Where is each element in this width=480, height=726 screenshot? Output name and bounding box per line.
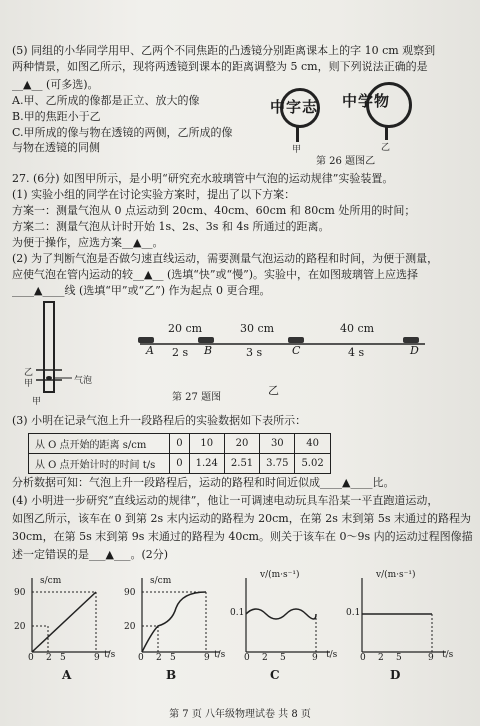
track-point-b: B xyxy=(204,344,213,357)
graph-c-xtick-0: 0 xyxy=(244,653,250,663)
lens-jia xyxy=(266,86,336,155)
table-cell: 3.75 xyxy=(260,454,295,474)
graph-c-ylabel: v/(m·s⁻¹) xyxy=(260,570,300,580)
track-time-cd: 4 s xyxy=(348,346,365,359)
track-distance-cd: 40 cm xyxy=(340,322,375,335)
page-footer: 第 7 页 八年级物理试卷 共 8 页 xyxy=(169,709,311,720)
q27-line9: (3) 小明在记录气泡上升一段路程后的实验数据如下表所示： xyxy=(12,414,307,427)
table-cell: 从 O 点开始的距离 s/cm xyxy=(29,434,170,454)
graph-b-ytick-20: 20 xyxy=(124,622,136,632)
q27-line13: 30cm，在第 5s 末到第 9s 末通过的路程为 40cm。则关于该车在 0～9s 内的运动过程图像描 xyxy=(12,530,473,543)
lens-jia-text: 中字志 xyxy=(270,98,319,116)
graph-b-xtick-5: 5 xyxy=(170,653,176,663)
graph-c-label: C xyxy=(270,668,280,682)
lens-jia-label: 甲 xyxy=(292,145,302,155)
tube-label-bubble: 气泡 xyxy=(74,376,93,386)
graph-a-xlabel: t/s xyxy=(104,650,116,660)
graph-d-xtick-5: 5 xyxy=(396,653,402,663)
table-cell: 40 xyxy=(295,434,330,454)
graph-a-xtick-0: 0 xyxy=(28,653,34,663)
graph-a-label: A xyxy=(62,668,72,682)
graph-b-xtick-2: 2 xyxy=(156,653,162,663)
table-cell: 5.02 xyxy=(295,454,330,474)
graph-a-xtick-5: 5 xyxy=(60,653,66,663)
tube-caption-jia: 甲 xyxy=(32,397,42,407)
graph-b-xtick-0: 0 xyxy=(138,653,144,663)
q27-line6: (2) 为了判断气泡是否做匀速直线运动，需要测量气泡运动的路程和时间，为便于测量， xyxy=(12,252,439,265)
table-row xyxy=(29,454,331,474)
lens-yi-text: 中学物 xyxy=(342,92,391,110)
graph-d-xtick-2: 2 xyxy=(378,653,384,663)
table-cell: 2.51 xyxy=(224,454,259,474)
q27-line8: ____▲____线 (选填“甲”或“乙”) 作为起点 0 更合理。 xyxy=(12,284,271,297)
table-cell: 30 xyxy=(260,434,295,454)
q27-line11: (4) 小明进一步研究“直线运动的规律”，他让一可调速电动玩具车沿某一平直跑道运动， xyxy=(12,494,439,507)
q26-option-b: B.甲的焦距小于乙 xyxy=(12,110,101,123)
graph-d-xlabel: t/s xyxy=(442,650,454,660)
car-a xyxy=(138,337,154,343)
track-time-ab: 2 s xyxy=(172,346,189,359)
graph-c-ytick-01: 0.1 xyxy=(230,608,245,618)
track-distance-bc: 30 cm xyxy=(240,322,275,335)
q27-line7: 应使气泡在管内运动的较__▲__ (选填“快”或“慢”)。实验中，在如图玻璃管上应选择 xyxy=(12,268,419,281)
graph-c-xlabel: t/s xyxy=(326,650,338,660)
q27-line10: 分析数据可知：气泡上升一段路程后，运动的路程和时间近似成____▲____比。 xyxy=(12,476,395,489)
graph-b-label: B xyxy=(166,668,177,682)
graph-c-xtick-2: 2 xyxy=(262,653,268,663)
q26-figure-label: 第 26 题图乙 xyxy=(316,156,376,167)
graph-d xyxy=(346,574,456,664)
graph-d-xtick-9: 9 xyxy=(428,653,434,663)
table-cell: 10 xyxy=(189,434,224,454)
table-cell: 1.24 xyxy=(189,454,224,474)
q26-line2: 两种情景，如图乙所示，现将两透镜到课本的距离调整为 5 cm，则下列说法正确的是 xyxy=(12,60,428,73)
graph-d-xtick-0: 0 xyxy=(360,653,366,663)
graph-a-ytick-20: 20 xyxy=(14,622,26,632)
table-cell: 0 xyxy=(170,434,189,454)
track-point-d: D xyxy=(410,344,419,357)
q27-line2: (1) 实验小组的同学在讨论实验方案时，提出了以下方案： xyxy=(12,188,296,201)
q27-line4: 方案二：测量气泡从计时开始 1s、2s、3s 和 4s 所通过的距离。 xyxy=(12,220,330,233)
q26-option-c-line1: C.甲所成的像与物在透镜的两侧，乙所成的像 xyxy=(12,126,233,139)
table-cell: 从 O 点开始计时的时间 t/s xyxy=(29,454,170,474)
q26-option-c-line2: 与物在透镜的同侧 xyxy=(12,141,100,154)
graph-a-ytick-90: 90 xyxy=(14,588,26,598)
track-distance-ab: 20 cm xyxy=(168,322,203,335)
glass-tube-figure xyxy=(14,300,104,410)
lens-yi xyxy=(342,82,422,153)
q27-line5: 为便于操作，应选方案__▲__。 xyxy=(12,236,164,249)
track-caption: 乙 xyxy=(268,384,279,397)
graph-c xyxy=(230,574,340,664)
car-b xyxy=(198,337,214,343)
graph-d-label: D xyxy=(390,668,401,682)
graph-d-ytick-01: 0.1 xyxy=(346,608,361,618)
q27-figure-label: 第 27 题图 xyxy=(172,392,222,403)
q26-option-a: A.甲、乙所成的像都是正立、放大的像 xyxy=(12,94,200,107)
track-point-a: A xyxy=(146,344,154,357)
tube-label-yi: 乙 xyxy=(24,368,34,378)
q27-line14: 述一定错误的是___▲___。(2分) xyxy=(12,548,169,561)
car-d xyxy=(403,337,419,343)
q26-line3: __▲__ (可多选)。 xyxy=(12,78,99,91)
track-time-bc: 3 s xyxy=(246,346,263,359)
table-cell: 0 xyxy=(170,454,189,474)
graph-c-xtick-9: 9 xyxy=(312,653,318,663)
graph-b xyxy=(124,574,224,664)
bubble-data-table xyxy=(28,433,331,474)
s-t-line xyxy=(32,592,96,652)
graph-c-xtick-5: 5 xyxy=(280,653,286,663)
v-t-curve xyxy=(246,609,316,619)
track-point-c: C xyxy=(292,344,301,357)
q27-line12: 如图乙所示，该车在 0 到第 2s 末内运动的路程为 20cm，在第 2s 末到第 5s 末通过的路程为 xyxy=(12,512,471,525)
bubble xyxy=(46,376,52,380)
graph-d-ylabel: v/(m·s⁻¹) xyxy=(376,570,416,580)
tube-label-jia: 甲 xyxy=(24,379,34,389)
table-row xyxy=(29,434,331,454)
q26-line1: (5) 同组的小华同学用甲、乙两个不同焦距的凸透镜分别距离课本上的字 10 cm 观察到 xyxy=(12,44,436,57)
graph-a-ylabel: s/cm xyxy=(40,576,62,586)
graph-a-xtick-9: 9 xyxy=(94,653,100,663)
car-c xyxy=(288,337,304,343)
graph-b-xtick-9: 9 xyxy=(204,653,210,663)
q27-line3: 方案一：测量气泡从 0 点运动到 20cm、40cm、60cm 和 80cm 处所用的时间； xyxy=(12,204,416,217)
graph-b-ylabel: s/cm xyxy=(150,576,172,586)
lens-yi-label: 乙 xyxy=(381,143,391,153)
graph-a xyxy=(14,574,114,664)
graph-b-xlabel: t/s xyxy=(214,650,226,660)
graph-a-xtick-2: 2 xyxy=(46,653,52,663)
s-t-curve xyxy=(142,592,206,652)
q27-line1: 27. (6分) 如图甲所示，是小明“研究充水玻璃管中气泡的运动规律”实验装置。 xyxy=(12,172,394,185)
table-cell: 20 xyxy=(224,434,259,454)
graph-b-ytick-90: 90 xyxy=(124,588,136,598)
